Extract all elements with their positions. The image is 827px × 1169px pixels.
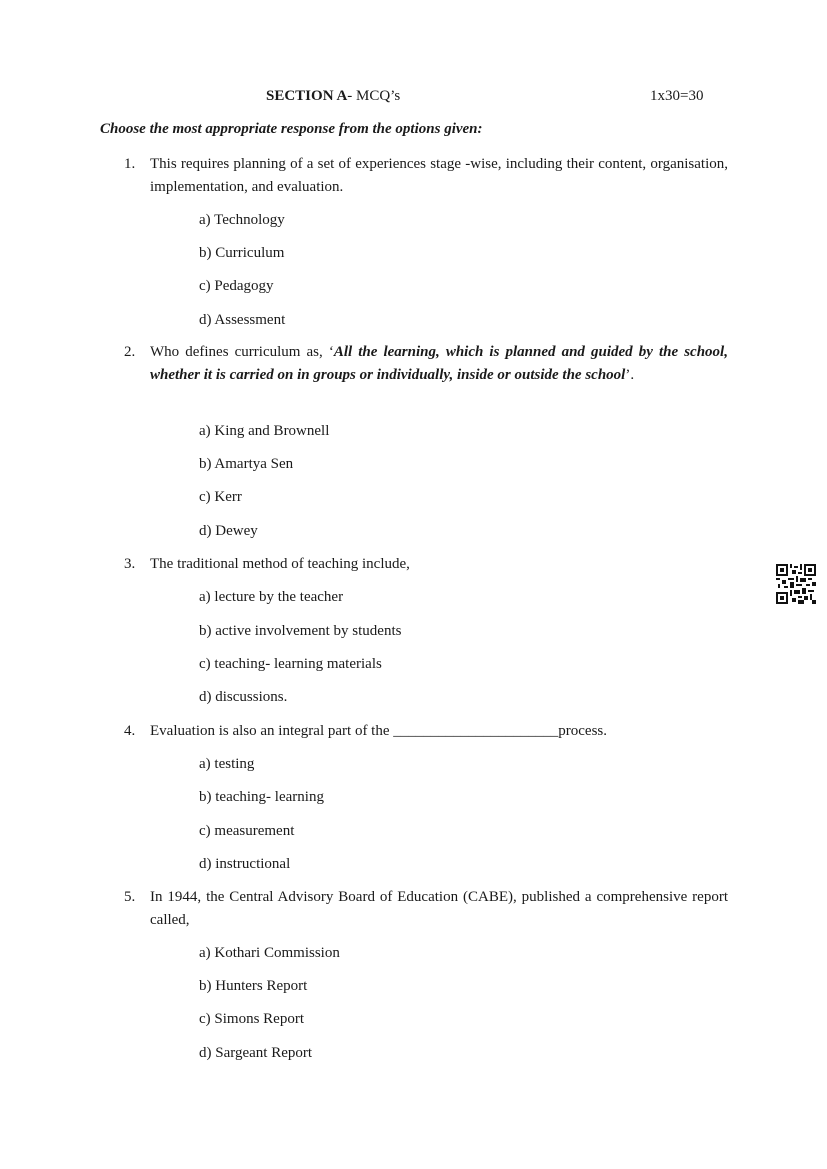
option-2c: c) Kerr bbox=[199, 489, 242, 505]
option-4a: a) testing bbox=[199, 756, 255, 772]
question-number: 4. bbox=[124, 723, 136, 739]
option-5b: b) Hunters Report bbox=[199, 978, 308, 994]
question-text: This requires planning of a set of experiences stage -wise, including their content, organisation, implementation, and evaluation. bbox=[150, 156, 728, 195]
question-5 bbox=[124, 886, 728, 931]
question-4 bbox=[124, 720, 728, 743]
option-4b: b) teaching- learning bbox=[199, 789, 324, 805]
question-text: In 1944, the Central Advisory Board of Education (CABE), published a comprehensive report called, bbox=[150, 889, 728, 928]
section-title: SECTION A bbox=[266, 88, 348, 104]
question-number: 5. bbox=[124, 889, 136, 905]
question-number: 3. bbox=[124, 556, 136, 572]
section-marks: 1x30=30 bbox=[650, 88, 704, 104]
question-text: The traditional method of teaching include, bbox=[150, 556, 410, 572]
question-1 bbox=[124, 153, 728, 198]
question-number: 2. bbox=[124, 344, 136, 360]
question-text-suffix: ’. bbox=[625, 366, 635, 383]
option-5c: c) Simons Report bbox=[199, 1011, 304, 1027]
question-quote: All the learning, which is planned and guided by the school, whether it is carried on in groups or individually, inside or outside the school bbox=[150, 344, 728, 383]
section-subtitle: - MCQ’s bbox=[347, 88, 401, 104]
option-3d: d) discussions. bbox=[199, 689, 288, 705]
option-3b: b) active involvement by students bbox=[199, 623, 402, 639]
option-3c: c) teaching- learning materials bbox=[199, 656, 382, 672]
option-5a: a) Kothari Commission bbox=[199, 945, 340, 961]
instruction-text: Choose the most appropriate response from the options given: bbox=[100, 121, 483, 137]
qr-code-icon bbox=[776, 564, 816, 604]
question-number: 1. bbox=[124, 156, 136, 172]
option-4c: c) measurement bbox=[199, 823, 295, 839]
section-heading bbox=[266, 88, 400, 105]
option-1b: b) Curriculum bbox=[199, 245, 285, 261]
option-1a: a) Technology bbox=[199, 212, 285, 228]
option-1d: d) Assessment bbox=[199, 312, 286, 328]
option-3a: a) lecture by the teacher bbox=[199, 589, 344, 605]
question-text bbox=[150, 341, 728, 386]
option-2b: b) Amartya Sen bbox=[199, 456, 294, 472]
question-3 bbox=[124, 553, 728, 576]
question-2 bbox=[124, 341, 728, 386]
option-2d: d) Dewey bbox=[199, 523, 258, 539]
option-1c: c) Pedagogy bbox=[199, 278, 274, 294]
option-5d: d) Sargeant Report bbox=[199, 1045, 313, 1061]
option-4d: d) instructional bbox=[199, 856, 291, 872]
question-text-prefix: Who defines curriculum as, ‘ bbox=[150, 344, 334, 360]
option-2a: a) King and Brownell bbox=[199, 423, 330, 439]
question-text: Evaluation is also an integral part of the ______________________process. bbox=[150, 723, 607, 739]
